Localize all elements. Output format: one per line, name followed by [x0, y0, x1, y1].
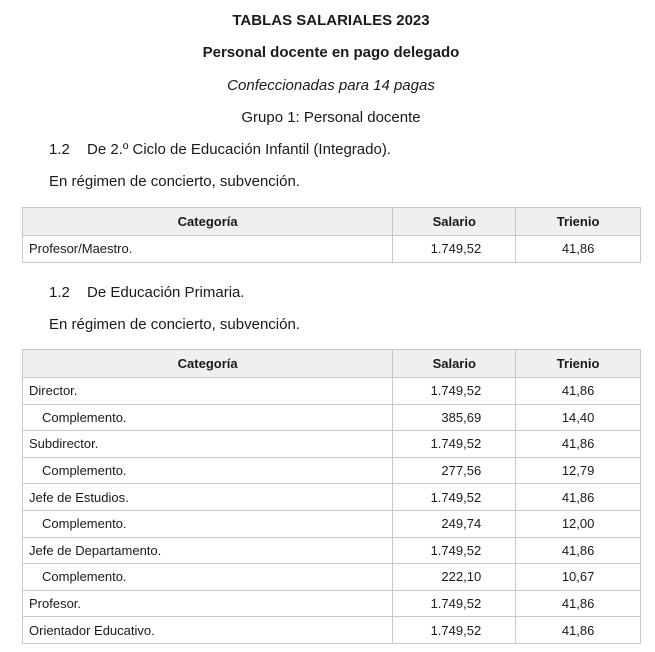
column-header-salario: Salario: [393, 208, 516, 236]
section-heading-infantil: [49, 141, 391, 158]
table-row: [23, 378, 641, 405]
salary-table-infantil: [22, 207, 641, 263]
section-number: 1.2: [49, 284, 70, 301]
cell-trienio: 41,86: [516, 617, 641, 644]
table-row: [23, 617, 641, 644]
table-row: [23, 484, 641, 511]
cell-salario: 1.749,52: [393, 590, 516, 617]
column-header-categoria: Categoría: [23, 208, 393, 236]
pagas-note: Confeccionadas para 14 pagas: [227, 77, 435, 94]
cell-trienio: 41,86: [516, 236, 641, 263]
cell-salario: 385,69: [393, 404, 516, 431]
cell-categoria: Jefe de Estudios.: [23, 484, 393, 511]
cell-salario: 222,10: [393, 564, 516, 591]
section-title: De 2.º Ciclo de Educación Infantil (Integrado).: [87, 141, 391, 158]
column-header-categoria: Categoría: [23, 350, 393, 378]
document-subtitle: Personal docente en pago delegado: [202, 44, 460, 61]
cell-categoria: Profesor.: [23, 590, 393, 617]
cell-trienio: 41,86: [516, 378, 641, 405]
table-row: [23, 564, 641, 591]
table-header-row: [23, 350, 641, 378]
cell-trienio: 14,40: [516, 404, 641, 431]
column-header-salario: Salario: [393, 350, 516, 378]
cell-salario: 1.749,52: [393, 431, 516, 458]
cell-trienio: 41,86: [516, 537, 641, 564]
section-number: 1.2: [49, 141, 70, 158]
cell-categoria: Complemento.: [23, 510, 393, 537]
cell-categoria: Orientador Educativo.: [23, 617, 393, 644]
cell-salario: 1.749,52: [393, 617, 516, 644]
cell-trienio: 41,86: [516, 590, 641, 617]
cell-trienio: 12,79: [516, 457, 641, 484]
cell-trienio: 41,86: [516, 484, 641, 511]
group-heading: Grupo 1: Personal docente: [241, 109, 421, 126]
cell-categoria: Complemento.: [23, 457, 393, 484]
table-row: [23, 590, 641, 617]
cell-salario: 1.749,52: [393, 236, 516, 263]
cell-salario: 277,56: [393, 457, 516, 484]
document-title: TABLAS SALARIALES 2023: [232, 12, 430, 29]
column-header-trienio: Trienio: [516, 350, 641, 378]
cell-categoria: Complemento.: [23, 404, 393, 431]
cell-salario: 249,74: [393, 510, 516, 537]
cell-salario: 1.749,52: [393, 378, 516, 405]
cell-categoria: Director.: [23, 378, 393, 405]
section-title: De Educación Primaria.: [87, 284, 245, 301]
cell-categoria: Profesor/Maestro.: [23, 236, 393, 263]
cell-salario: 1.749,52: [393, 537, 516, 564]
table-header-row: [23, 208, 641, 236]
table-row: [23, 431, 641, 458]
cell-categoria: Jefe de Departamento.: [23, 537, 393, 564]
salary-table-primaria: [22, 349, 641, 644]
table-row: [23, 236, 641, 263]
cell-categoria: Complemento.: [23, 564, 393, 591]
cell-categoria: Subdirector.: [23, 431, 393, 458]
table-row: [23, 510, 641, 537]
cell-trienio: 12,00: [516, 510, 641, 537]
column-header-trienio: Trienio: [516, 208, 641, 236]
regime-text-primaria: En régimen de concierto, subvención.: [49, 316, 300, 333]
cell-trienio: 10,67: [516, 564, 641, 591]
regime-text-infantil: En régimen de concierto, subvención.: [49, 173, 300, 190]
table-row: [23, 457, 641, 484]
section-heading-primaria: [49, 284, 245, 301]
cell-trienio: 41,86: [516, 431, 641, 458]
cell-salario: 1.749,52: [393, 484, 516, 511]
table-row: [23, 404, 641, 431]
table-row: [23, 537, 641, 564]
